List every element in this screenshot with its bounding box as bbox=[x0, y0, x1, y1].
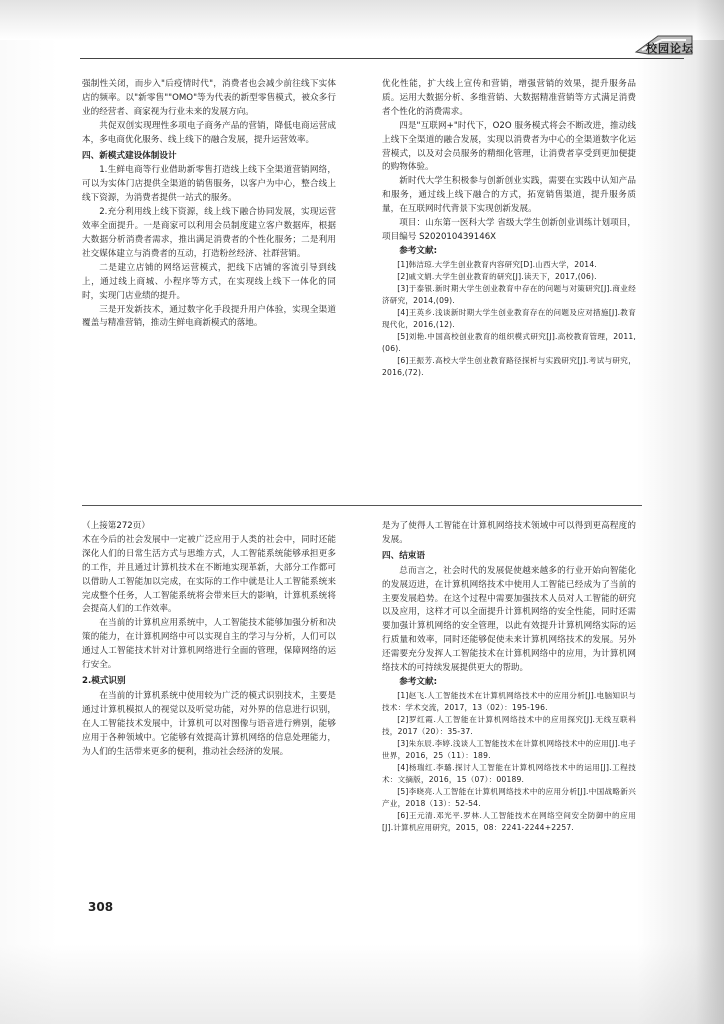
reference-item: [4]王英乡.浅谈新时期大学生创业教育存在的问题及应对措施[J].教育现代化，2016,(12). bbox=[382, 307, 636, 329]
upper-left-column bbox=[82, 78, 336, 331]
list-item: 三是开发新技术，通过数字化手段提升用户体验，实现全渠道覆盖与精准营销，推动生鲜电商新模式的落地。 bbox=[82, 304, 336, 329]
reference-item: [5]刘艳.中国高校创业教育的组织模式研究[J].高校教育管理，2011,(06). bbox=[382, 331, 636, 353]
project-note: 项目：山东第一医科大学 省级大学生创新创业训练计划项目，项目编号 S202010439146X bbox=[382, 218, 636, 242]
lower-left-column bbox=[82, 520, 336, 759]
scan-shadow-bottom bbox=[0, 944, 724, 1024]
reference-item: [2]戚文娟.大学生创业教育的研究[J].读天下，2017,(06). bbox=[397, 271, 597, 281]
reference-item: [6]王振芳.高校大学生创业教育路径探析与实践研究[J].考试与研究，2016,(72). bbox=[382, 355, 636, 377]
article-divider bbox=[82, 505, 642, 506]
section-heading: 四、新模式建设体制设计 bbox=[82, 150, 177, 161]
list-item: 2.充分利用线上线下资源，线上线下融合协同发展，实现运营效率全面提升。一是商家可以利用会员制度建立客户数据库，根据大数据分析消费者需求，推出满足消费者的个性化服务；二是利用社交媒体建立与消费者的互动，打造粉丝经济、社群营销。 bbox=[82, 207, 336, 259]
list-item: 二是建立店铺的网络运营模式，把线下店铺的客流引导到线上，通过线上商城、小程序等方式，在实现线上线下一体化的同时，实现门店业绩的提升。 bbox=[82, 262, 336, 301]
reference-item: [1]韩洁琼.大学生创业教育内容研究[D].山西大学，2014. bbox=[397, 259, 597, 269]
list-item: 1.生鲜电商等行业借助新零售打造线上线下全渠道营销网络，可以为实体门店提供全渠道的销售服务，以客户为中心，整合线上线下资源，为消费者提供一站式的服务。 bbox=[82, 165, 336, 204]
references-heading: 参考文献: bbox=[399, 676, 437, 687]
paragraph: 优化性能，扩大线上宣传和营销，增强营销的效果，提升服务品质。运用大数据分析、多维营销、大数据精准营销等方式满足消费者个性化的消费需求。 bbox=[382, 79, 636, 117]
reference-item: [3]于泰银.新时期大学生创业教育中存在的问题与对策研究[J].商业经济研究，2014,(09). bbox=[382, 283, 636, 305]
scan-shadow-top bbox=[0, 0, 724, 40]
reference-item: [5]李晓亮.人工智能在计算机网络技术中的应用分析[J].中国战略新兴产业，2018（13）：52-54. bbox=[382, 786, 636, 808]
reference-item: [1]赵飞.人工智能技术在计算机网络技术中的应用分析[J].电脑知识与技术：学术交流，2017，13（02）：195-196. bbox=[382, 690, 636, 712]
reference-item: [2]罗红霞.人工智能在计算机网络技术中的应用探究[J].无线互联科技，2017（20）：35-37. bbox=[382, 714, 636, 736]
paragraph: 共促双创实现理性多项电子商务产品的营销，降低电商运营成本，多电商优化服务、线上线下的融合发展，提升运营效率。 bbox=[82, 120, 336, 145]
paragraph: 在当前的计算机应用系统中，人工智能技术能够加强分析和决策的能力，在计算机网络中可以实现自主的学习与分析，人们可以通过人工智能技术针对计算机网络进行全面的管理，保障网络的运行安全。 bbox=[82, 618, 336, 671]
continued-note: （上接第272页） bbox=[82, 521, 150, 531]
page-number: 308 bbox=[88, 900, 114, 914]
section-header: 校园论坛 bbox=[646, 42, 694, 55]
reference-item: [6]王元清.邓光平.罗林.人工智能技术在网络空间安全防御中的应用[J].计算机应用研究，2015，08：2241-2244+2257. bbox=[382, 810, 636, 832]
paragraph: 在当前的计算机系统中使用较为广泛的模式识别技术，主要是通过计算机模拟人的视觉以及听觉功能，对外界的信息进行识别，在人工智能技术发展中，计算机可以对图像与语音进行辨别，能够应用于各种领域中。它能够有效提高计算机网络的信息处理能力，为人们的生活带来更多的便利，推动社会经济的发展。 bbox=[82, 690, 336, 757]
paragraph: 四是"互联网+"时代下，O2O 服务模式将会不断改进，推动线上线下全渠道的融合发展，实现以消费者为中心的全渠道数字化运营模式，以及对会员服务的精细化管理，让消费者享受到更加便捷的购物体验。 bbox=[382, 120, 636, 173]
paragraph: 是为了使得人工智能在计算机网络技术领域中可以得到更高程度的发展。 bbox=[382, 521, 636, 545]
conclusion-paragraph: 总而言之，社会时代的发展促使越来越多的行业开始向智能化的发展迈进，在计算机网络技术中使用人工智能已经成为了当前的主要发展趋势。在这个过程中需要加强技术人员对人工智能的研究以及应用，这样才可以全面提升计算机网络的安全性能，同时还需要加强计算机网络的安全管理，以此有效提升计算机网络实际的运行质量和效率，同时还能够促使未来计算机网络技术的发展。另外还需要充分发挥人工智能技术在计算机网络中的应用，为计算机网络技术的可持续发展提供更大的帮助。 bbox=[382, 565, 636, 674]
paragraph: 强制性关闭，而步入"后疫情时代"，消费者也会减少前往线下实体店的频率。以"新零售""OMO"等为代表的新型零售模式，被众多行业的经营者、商家视为行业未来的发展方向。 bbox=[82, 79, 336, 117]
paragraph: 术在今后的社会发展中一定被广泛应用于人类的社会中，同时还能深化人们的日常生活方式与思维方式，人工智能系统能够承担更多的工作，并且通过计算机技术在不断地实现革新，大部分工作都可以借助人工智能加以完成，在实际的工作中就是让人工智能系统来完成整个任务，人工智能系统将会带来巨大的影响，计算机系统将会提高人们的工作效率。 bbox=[82, 534, 336, 615]
paragraph: 新时代大学生积极参与创新创业实践，需要在实践中认知产品和服务，通过线上线下融合的方式，拓宽销售渠道，提升服务质量，在互联网时代背景下实现创新发展。 bbox=[382, 176, 636, 215]
reference-item: [4]杨瑞红.李璐.探讨人工智能在计算机网络技术中的运用[J].工程技术：文摘版，2016，15（07）：00189. bbox=[382, 762, 636, 784]
header-rule bbox=[80, 58, 684, 59]
lower-right-column bbox=[382, 520, 636, 834]
section-heading: 四、结束语 bbox=[382, 550, 425, 561]
upper-right-column bbox=[382, 78, 636, 379]
section-heading: 2.模式识别 bbox=[82, 675, 126, 686]
references-heading: 参考文献: bbox=[399, 245, 437, 256]
reference-item: [3]朱东辰.李婷.浅谈人工智能技术在计算机网络技术中的应用[J].电子世界，2016，25（11）：189. bbox=[382, 738, 636, 760]
scan-shadow-edge bbox=[696, 0, 724, 1024]
